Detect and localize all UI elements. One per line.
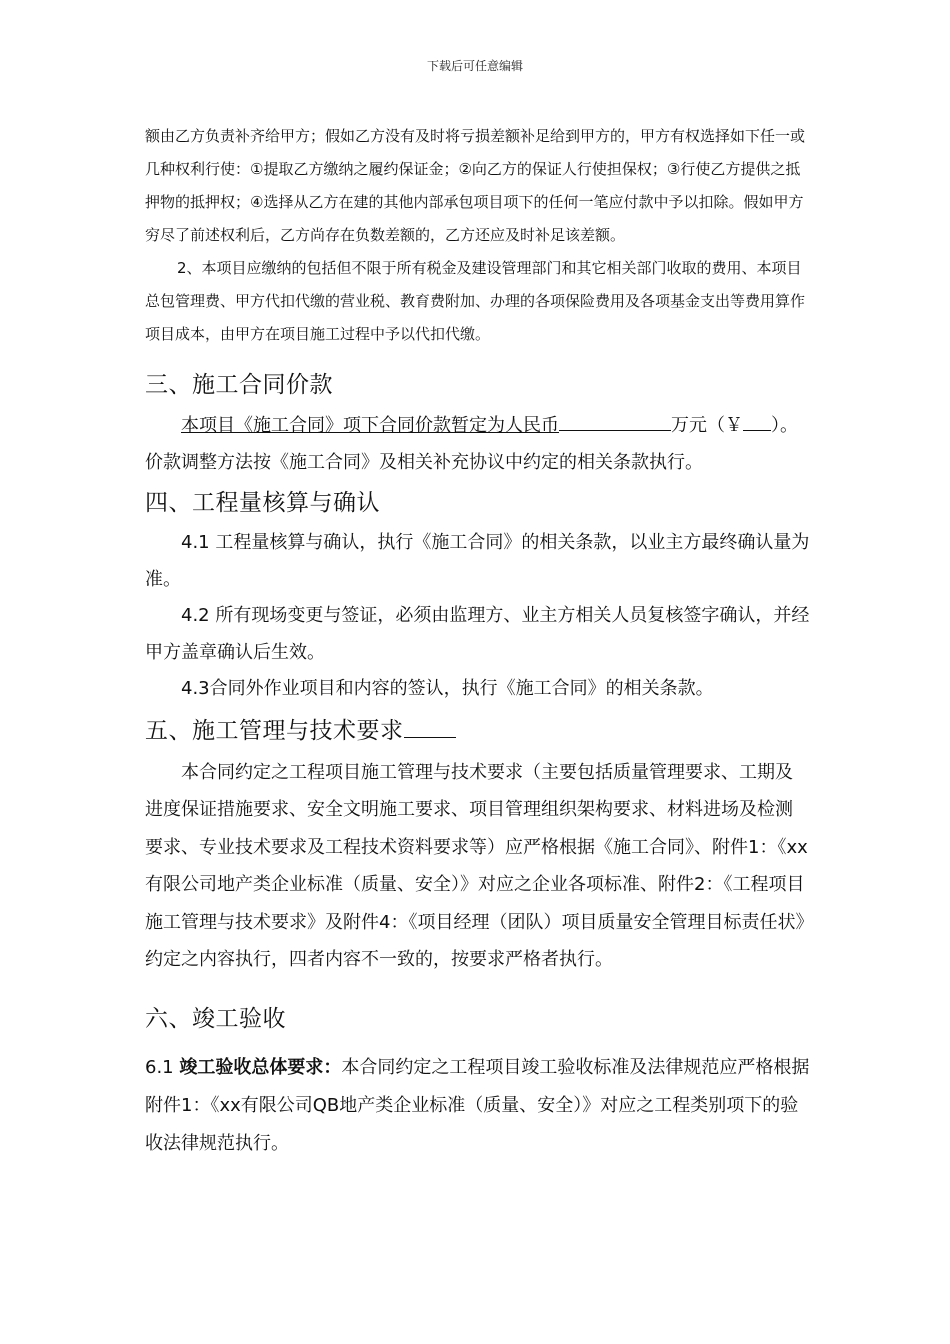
section6-heading: 六、竣工验收: [145, 1005, 286, 1032]
section4-heading: 四、工程量核算与确认: [145, 490, 380, 516]
section5-title-blank: [404, 715, 456, 738]
section5-title: 五、施工管理与技术要求: [145, 717, 404, 744]
section4-item-2: 4.2 所有现场变更与签证，必须由监理方、业主方相关人员复核签字确认，并经甲方盖章确认后生效。: [145, 605, 810, 663]
section3-paragraph: [145, 408, 810, 481]
page-header: 下载后可任意编辑: [426, 59, 523, 73]
section4-item-3: 4.3合同外作业项目和内容的签认，执行《施工合同》的相关条款。: [181, 678, 714, 699]
price-blank: [559, 412, 671, 431]
section4-item-1: 4.1 工程量核算与确认，执行《施工合同》的相关条款，以业主方最终确认量为准。: [145, 532, 810, 590]
contract-price-suffix: ）。价款调整方法按《施工合同》及相关补充协议中约定的相关条款执行。: [145, 415, 798, 473]
section5-paragraph: 本合同约定之工程项目施工管理与技术要求（主要包括质量管理要求、工期及进度保证措施要求、安全文明施工要求、项目管理组织架构要求、材料进场及检测要求、专业技术要求及工程技术资料要求等）应严格根据《施工合同》、附件1：《xx有限公司地产类企业标准（质量、安全）》对应之企业各项标准、附件2：《工程项目施工管理与技术要求》及附件4：《项目经理（团队）项目质量安全管理目标责任状》约定之内容执行，四者内容不一致的，按要求严格者执行。: [145, 761, 808, 970]
document-body: [145, 120, 810, 1163]
section2-paragraph-2: 2、本项目应缴纳的包括但不限于所有税金及建设管理部门和其它相关部门收取的费用、本项目总包管理费、甲方代扣代缴的营业税、教育费附加、办理的各项保险费用及各项基金支出等费用算作项目成本，由甲方在项目施工过程中予以代扣代缴。: [145, 259, 806, 343]
section6-item-text: 本合同约定之工程项目竣工验收标准及法律规范应严格根据附件1：《xx有限公司QB地产类企业标准（质量、安全）》对应之工程类别项下的验收法律规范执行。: [145, 1056, 810, 1154]
contract-price-prefix: 本项目《施工合同》项下合同价款暂定为人民币: [181, 415, 559, 436]
amount-blank: [743, 412, 771, 431]
section3-heading: 三、施工合同价款: [145, 372, 333, 398]
section2-paragraph-1: 额由乙方负责补齐给甲方；假如乙方没有及时将亏损差额补足给到甲方的，甲方有权选择如下任一或几种权利行使：①提取乙方缴纳之履约保证金；②向乙方的保证人行使担保权；③行使乙方提供之抵押物的抵押权；④选择从乙方在建的其他内部承包项目项下的任何一笔应付款中予以扣除。假如甲方穷尽了前述权利后，乙方尚存在负数差额的，乙方还应及时补足该差额。: [145, 127, 806, 244]
section5-heading: [145, 711, 810, 751]
contract-price-unit: 万元（￥: [671, 415, 743, 436]
section6-item-1: [145, 1049, 810, 1163]
section6-item-number: 6.1: [145, 1056, 180, 1078]
section6-item-heading: 竣工验收总体要求：: [179, 1056, 342, 1078]
